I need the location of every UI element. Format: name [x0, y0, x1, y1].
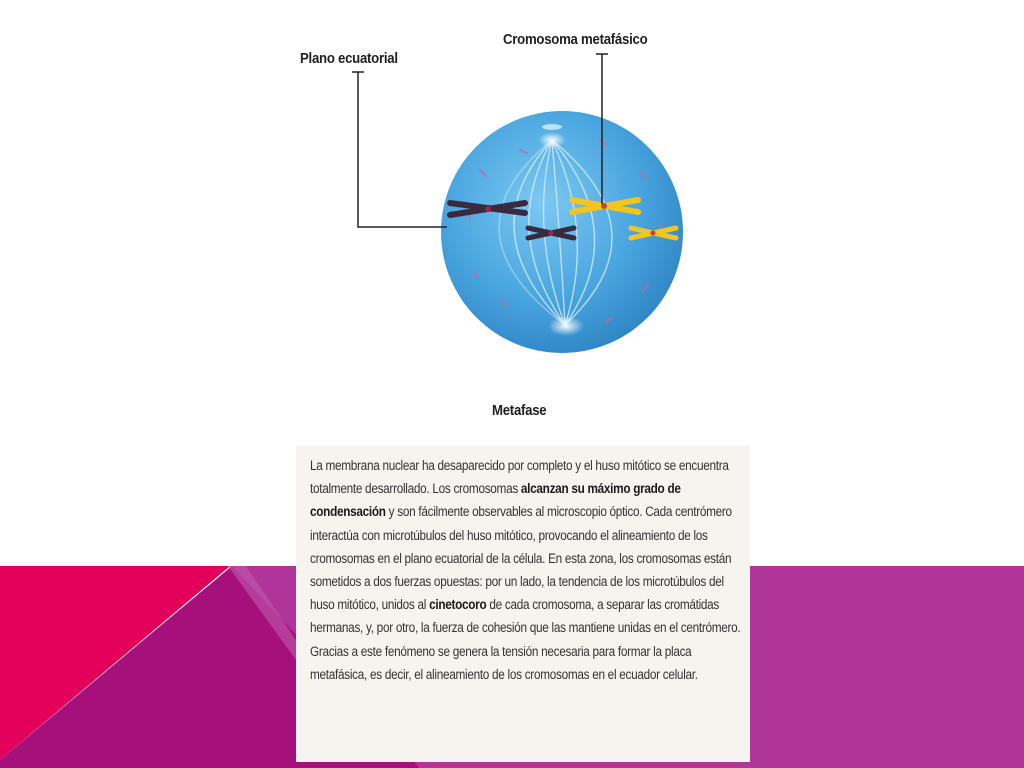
description-bold-1: alcanzan su máximo grado de condensación	[310, 481, 681, 521]
description-part-1: La membrana nuclear ha desaparecido por completo y el huso mitótico se encuentra totalmente desarrollado. Los cromosomas	[310, 458, 729, 498]
description-box	[296, 446, 750, 762]
leader-line-plano	[358, 72, 447, 227]
description-bold-2: cinetocoro	[429, 597, 487, 614]
description-part-3: de cada cromosoma, a separar las cromátidas hermanas, y, por otro, la fuerza de cohesión que las mantiene unidas en el centrómero. Gracias a este fenómeno se genera la tensión necesaria para formar la placa metafásica, es decir, el alineamiento de los cromosomas en el ecuador celular.	[310, 597, 741, 683]
pole-highlight-top	[542, 124, 562, 130]
spindle-pole-top	[538, 132, 566, 148]
phase-title: Metafase	[492, 402, 547, 419]
spindle-pole-bottom	[548, 316, 584, 336]
description-text	[310, 455, 742, 687]
label-cromosoma-metafasico: Cromosoma metafásico	[503, 31, 648, 48]
centromere-dark-1	[485, 206, 491, 212]
label-plano-ecuatorial: Plano ecuatorial	[300, 50, 398, 67]
centromere-dark-2	[549, 231, 554, 236]
centromere-yellow-2	[651, 231, 656, 236]
description-part-2: y son fácilmente observables al microscopio óptico. Cada centrómero interactúa con microtúbulos del huso mitótico, provocando el alineamiento de los cromosomas en el plano ecuatorial de la célula. En esta zona, los cromosomas están sometidos a dos fuerzas opuestas: por un lado, la tendencia de los microtúbulos del huso mitótico, unidos al	[310, 504, 732, 614]
